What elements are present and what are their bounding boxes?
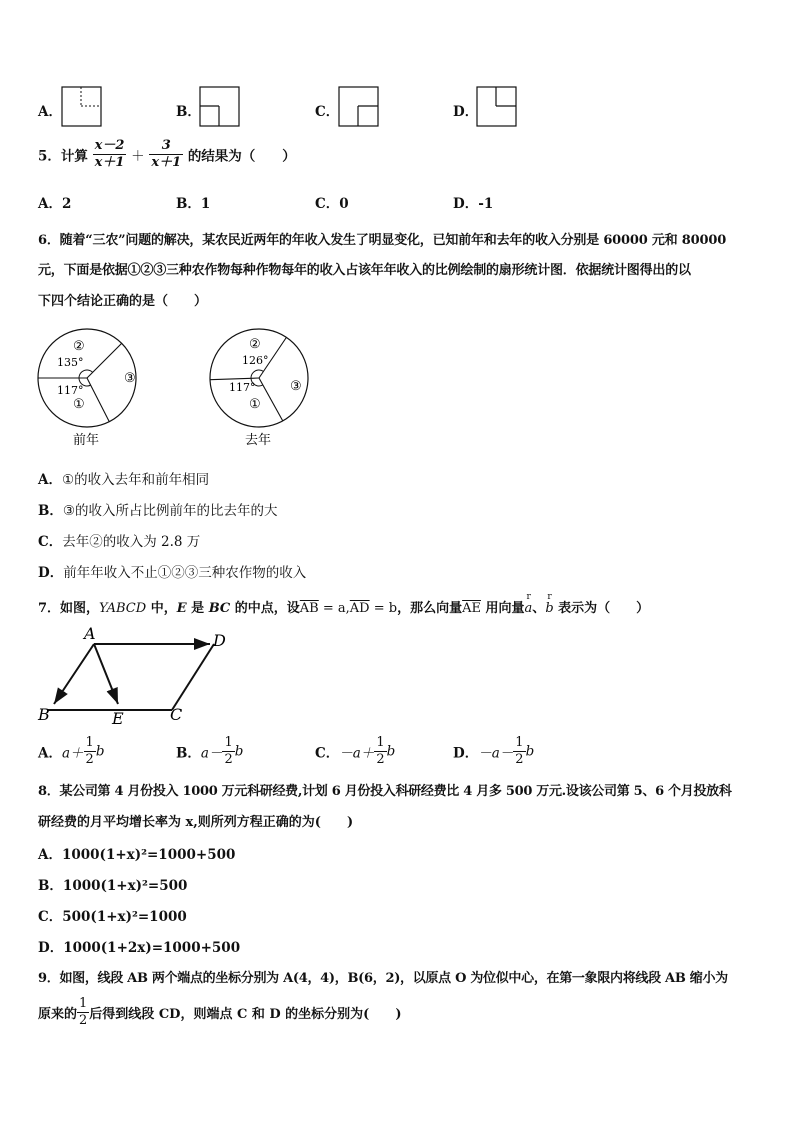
q5-option-c-text: 0 [339, 196, 349, 212]
q7-option-a-num: 1 [85, 735, 94, 750]
q6-stem-line-3: 下四个结论正确的是（ ） [38, 294, 208, 309]
q6-option-a-text: ①的收入去年和前年相同 [61, 472, 210, 488]
q7-option-a-den: 2 [85, 752, 94, 767]
q7-option-a-frac [84, 735, 96, 768]
q7-vector-ad: $\overline{AD}$ [349, 601, 370, 616]
q7-option-b-post: b [234, 743, 244, 760]
q9-frac-den: 2 [79, 1013, 88, 1028]
q8-option-b-text: 1000(1+x)²=500 [62, 878, 188, 894]
q6-stem-line-1: 6．随着“三农”问题的解决，某农民近两年的年收入发生了明显变化，已知前年和去年的收入分别是 60000 元和 80000 [38, 233, 727, 248]
q7-option-a-post: b [95, 743, 105, 760]
pie-angle-label: 117° [229, 381, 256, 394]
q7-option-c-post: b [386, 743, 396, 760]
segment-cd [172, 644, 214, 710]
q8-stem-line-1: 8．某公司第 4 月份投入 1000 万元科研经费,计划 6 月份投入科研经费比 4 月多 500 万元.设该公司第 5、6 个月投放科 [38, 784, 732, 799]
pie-slice-boundary [87, 378, 109, 422]
pie-title: 去年 [245, 433, 272, 448]
q5-option-b-text: 1 [200, 196, 211, 212]
q8-option-d-label: D． [38, 940, 64, 956]
q8-option-d[interactable] [38, 936, 240, 956]
q6-option-c-label: C． [38, 534, 63, 550]
pie-angle-label: 126° [242, 354, 269, 367]
point-e-label: E [112, 709, 124, 728]
q8-option-c-label: C． [38, 909, 63, 925]
point-d-label: D [213, 631, 226, 650]
q7-option-b-pre: a－ [200, 745, 223, 762]
q7-option-b-den: 2 [224, 752, 233, 767]
q7-option-d[interactable] [453, 735, 534, 768]
q7-text-9: 用向量 [481, 601, 525, 616]
pie-slice-boundary [87, 343, 122, 378]
q4-option-d-label[interactable]: D． [453, 104, 479, 120]
q6-option-d-text: 前年年收入不止①②③三种农作物的收入 [63, 565, 307, 581]
q5-frac1-den: x＋1 [94, 155, 125, 170]
q7-option-b[interactable] [176, 735, 243, 768]
q5-frac1-num: x－2 [94, 138, 125, 153]
q8-option-c[interactable] [38, 905, 187, 925]
q7-parallelogram: YABCD [99, 601, 147, 616]
q4-option-b-figure [199, 86, 241, 128]
vector-ab-arrow [54, 644, 94, 704]
q6-option-d-label: D． [38, 565, 64, 581]
vector-ae-arrow [94, 644, 118, 704]
q4-option-c-label[interactable]: C． [315, 104, 340, 120]
q7-option-d-num: 1 [515, 735, 524, 750]
q5-frac2-den: x＋1 [151, 155, 182, 170]
q7-option-d-pre: －a－ [478, 745, 514, 762]
point-a-label: A [84, 624, 96, 643]
q7-stem [38, 597, 649, 616]
q7-option-c-den: 2 [376, 752, 385, 767]
q8-option-a-text: 1000(1+x)²=1000+500 [61, 847, 236, 863]
q5-prefix: 5．计算 [38, 148, 88, 165]
point-c-label: C [170, 705, 183, 724]
q5-frac2-num: 3 [149, 138, 183, 155]
q6-option-b-text: ③的收入所占比例前年的比去年的大 [62, 503, 278, 519]
q7-eq-1: = a, [318, 601, 350, 616]
q7-option-d-post: b [525, 743, 535, 760]
q5-fraction-2 [149, 138, 183, 171]
q7-point-e: E [176, 601, 187, 616]
q7-eq-2: = b [369, 601, 398, 616]
q7-option-c[interactable] [315, 735, 395, 768]
q7-text-3: 中， [146, 601, 177, 616]
pie-slice-label: ③ [290, 379, 302, 394]
q5-option-b-label: B． [176, 196, 201, 212]
q9-stem-line-2 [38, 996, 401, 1029]
q9-fraction [77, 996, 89, 1029]
q7-vector-a: r a [525, 601, 533, 616]
q6-pie-charts [30, 324, 350, 454]
q5-stem [38, 138, 296, 171]
pie-chart-last-year [210, 329, 308, 448]
q4-option-a-figure [61, 86, 103, 128]
q7-sep: 、 [532, 601, 546, 616]
q7-text-10: 表示为（ ） [553, 601, 650, 616]
q5-fraction-1 [93, 138, 127, 171]
q6-stem-line-2: 元，下面是依据①②③三种农作物每种作物每年的收入占该年年收入的比例绘制的扇形统计图．依据统计图得出的以 [38, 263, 691, 278]
q7-option-b-label: B． [176, 745, 201, 762]
q5-option-d[interactable] [453, 192, 493, 212]
q7-option-d-frac [513, 735, 525, 768]
q5-plus: ＋ [131, 148, 145, 165]
q7-text-1: 7．如图， [38, 601, 100, 616]
pie-angle-label: 117° [57, 384, 84, 397]
q7-option-a-pre: a＋ [61, 745, 84, 762]
q7-option-b-num: 1 [224, 735, 233, 750]
pie-slice-label: ② [73, 339, 85, 354]
q7-option-c-pre: －a＋ [339, 745, 375, 762]
q9-post: 后得到线段 CD，则端点 C 和 D 的坐标分别为( ) [89, 1007, 402, 1022]
q5-option-c[interactable] [315, 192, 349, 212]
q7-option-a-label: A． [38, 745, 62, 762]
q7-option-d-den: 2 [515, 752, 524, 767]
q7-vector-ae: $\overline{AE}$ [462, 601, 481, 616]
q5-option-a-label: A． [38, 196, 62, 212]
point-b-label: B [38, 705, 50, 724]
q4-option-d-figure [476, 86, 518, 128]
pie-angle-label: 135° [57, 356, 84, 369]
q7-text-8: ，那么向量 [397, 601, 463, 616]
q5-option-b[interactable] [176, 192, 210, 212]
pie-slice-label: ② [249, 337, 261, 352]
pie-slice-boundary [210, 378, 259, 380]
q5-option-a-text: 2 [61, 196, 72, 212]
q7-segment-bc: BC [208, 601, 231, 616]
q7-option-d-label: D． [453, 745, 479, 762]
pie-slice-label: ① [73, 397, 85, 412]
q8-option-a[interactable] [38, 843, 235, 863]
q6-option-d[interactable] [38, 561, 306, 581]
q7-vector-ab: $\overline{AB}$ [299, 601, 319, 616]
q8-option-b-label: B． [38, 878, 63, 894]
q7-option-b-frac [222, 735, 234, 768]
pie-slice-boundary [259, 378, 283, 421]
q7-option-c-frac [374, 735, 386, 768]
q7-text-5: 是 [186, 601, 209, 616]
q8-option-c-text: 500(1+x)²=1000 [62, 909, 187, 925]
pie-slice-label: ③ [124, 371, 136, 386]
q7-vector-b: r b [545, 601, 553, 616]
q7-option-c-label: C． [315, 745, 340, 762]
q9-stem-line-1: 9．如图，线段 AB 两个端点的坐标分别为 A(4，4)，B(6，2)，以原点 O 为位似中心，在第一象限内将线段 AB 缩小为 [38, 971, 728, 986]
q5-suffix: 的结果为（ ） [187, 148, 296, 165]
q6-option-a-label: A． [38, 472, 62, 488]
q9-pre: 原来的 [38, 1007, 78, 1022]
q5-option-a[interactable] [38, 192, 71, 212]
q4-option-c-figure [338, 86, 380, 128]
pie-title: 前年 [73, 433, 100, 448]
q8-option-d-text: 1000(1+2x)=1000+500 [63, 940, 241, 956]
q6-option-c[interactable] [38, 530, 200, 550]
q6-option-b[interactable] [38, 499, 278, 519]
q9-frac-num: 1 [79, 996, 88, 1011]
q7-option-a[interactable] [38, 735, 104, 768]
pie-chart-previous-year [38, 329, 136, 448]
q4-option-b-label[interactable]: B． [176, 104, 201, 120]
q8-option-b[interactable] [38, 874, 187, 894]
q8-stem-line-2: 研经费的月平均增长率为 x,则所列方程正确的为( ) [38, 815, 354, 830]
q6-option-c-text: 去年②的收入为 2.8 万 [62, 534, 201, 550]
q6-option-a[interactable] [38, 468, 209, 488]
q4-option-a-label[interactable]: A． [38, 104, 62, 120]
q5-option-d-text: -1 [478, 196, 494, 212]
q6-option-b-label: B． [38, 503, 63, 519]
q7-text-7: 的中点，设 [230, 601, 300, 616]
q8-option-a-label: A． [38, 847, 62, 863]
q7-parallelogram-figure [30, 622, 240, 732]
q7-option-c-num: 1 [376, 735, 385, 750]
q5-option-d-label: D． [453, 196, 479, 212]
pie-slice-label: ① [249, 397, 261, 412]
q5-option-c-label: C． [315, 196, 340, 212]
